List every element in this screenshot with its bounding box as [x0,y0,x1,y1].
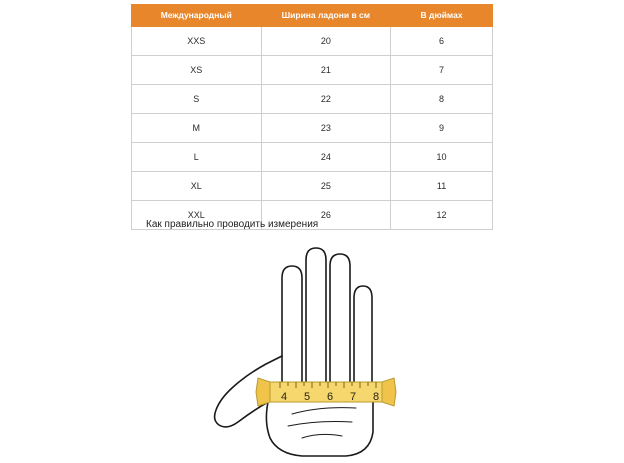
cell-size: XL [132,172,262,201]
table-header-inches: В дюймах [391,5,493,27]
tape-mark-6: 6 [326,391,334,403]
cell-size: L [132,143,262,172]
hand-measurement-illustration [170,236,460,458]
table-row [132,27,493,56]
tape-mark-5: 5 [303,391,311,403]
table-header-palm-width-cm: Ширина ладони в см [261,5,391,27]
tape-mark-7: 7 [349,391,357,403]
cell-inches: 9 [391,114,493,143]
cell-size: XXL [132,201,262,230]
table-row [132,172,493,201]
table-header-international: Международный [132,5,262,27]
table-header-row [132,5,493,27]
tape-mark-8: 8 [372,391,380,403]
cell-inches: 8 [391,85,493,114]
cell-size: M [132,114,262,143]
table-row [132,85,493,114]
cell-size: XXS [132,27,262,56]
cell-inches: 11 [391,172,493,201]
cell-cm: 20 [261,27,391,56]
cell-cm: 22 [261,85,391,114]
cell-inches: 12 [391,201,493,230]
cell-size: XS [132,56,262,85]
cell-inches: 10 [391,143,493,172]
table-row [132,56,493,85]
table-row [132,143,493,172]
cell-size: S [132,85,262,114]
measuring-tape [256,378,396,406]
measurement-instructions-caption: Как правильно проводить измерения [146,219,319,230]
cell-cm: 26 [261,201,391,230]
cell-inches: 6 [391,27,493,56]
cell-cm: 25 [261,172,391,201]
cell-inches: 7 [391,56,493,85]
cell-cm: 21 [261,56,391,85]
tape-mark-4: 4 [280,391,288,403]
size-table [131,4,493,230]
cell-cm: 23 [261,114,391,143]
table-row [132,114,493,143]
cell-cm: 24 [261,143,391,172]
